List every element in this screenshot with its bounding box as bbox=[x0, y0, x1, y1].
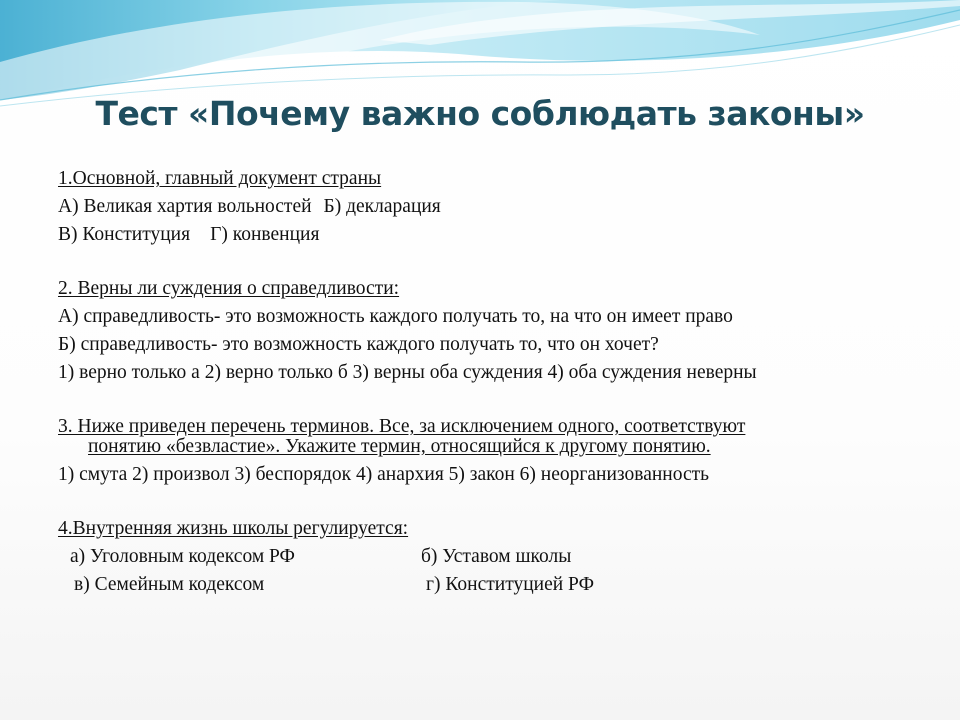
q1-option-d: Г) конвенция bbox=[210, 224, 320, 245]
q2-options: 1) верно только а 2) верно только б 3) верны оба суждения 4) оба суждения неверны bbox=[58, 362, 757, 383]
q2-statement-a: А) справедливость- это возможность каждого получать то, на что он имеет право bbox=[58, 306, 733, 327]
question-1-options-row1 bbox=[58, 194, 441, 220]
question-3-line2: понятию «безвластие». Укажите термин, относящийся к другому понятию. bbox=[88, 436, 711, 457]
q2-statement-b: Б) справедливость- это возможность каждого получать то, что он хочет? bbox=[58, 334, 659, 355]
question-2: 2. Верны ли суждения о справедливости: bbox=[58, 278, 400, 299]
question-4: 4.Внутренняя жизнь школы регулируется: bbox=[58, 518, 409, 539]
question-3-line1: 3. Ниже приведен перечень терминов. Все, за исключением одного, соответствуют bbox=[58, 416, 746, 437]
q4-option-c: в) Семейным кодексом bbox=[74, 574, 265, 595]
q1-option-a: А) Великая хартия вольностей bbox=[58, 196, 312, 217]
slide-title: Тест «Почему важно соблюдать законы» bbox=[95, 94, 865, 133]
q1-option-b: Б) декларация bbox=[323, 196, 441, 217]
q4-option-b: б) Уставом школы bbox=[421, 546, 572, 567]
q4-option-d: г) Конституцией РФ bbox=[426, 574, 594, 595]
q1-option-c: В) Конституция bbox=[58, 224, 191, 245]
question-1-options-row2 bbox=[58, 222, 319, 248]
q3-options: 1) смута 2) произвол 3) беспорядок 4) анархия 5) закон 6) неорганизованность bbox=[58, 464, 710, 485]
q4-option-a: а) Уголовным кодексом РФ bbox=[70, 546, 295, 567]
question-1: 1.Основной, главный документ страны bbox=[58, 168, 382, 189]
